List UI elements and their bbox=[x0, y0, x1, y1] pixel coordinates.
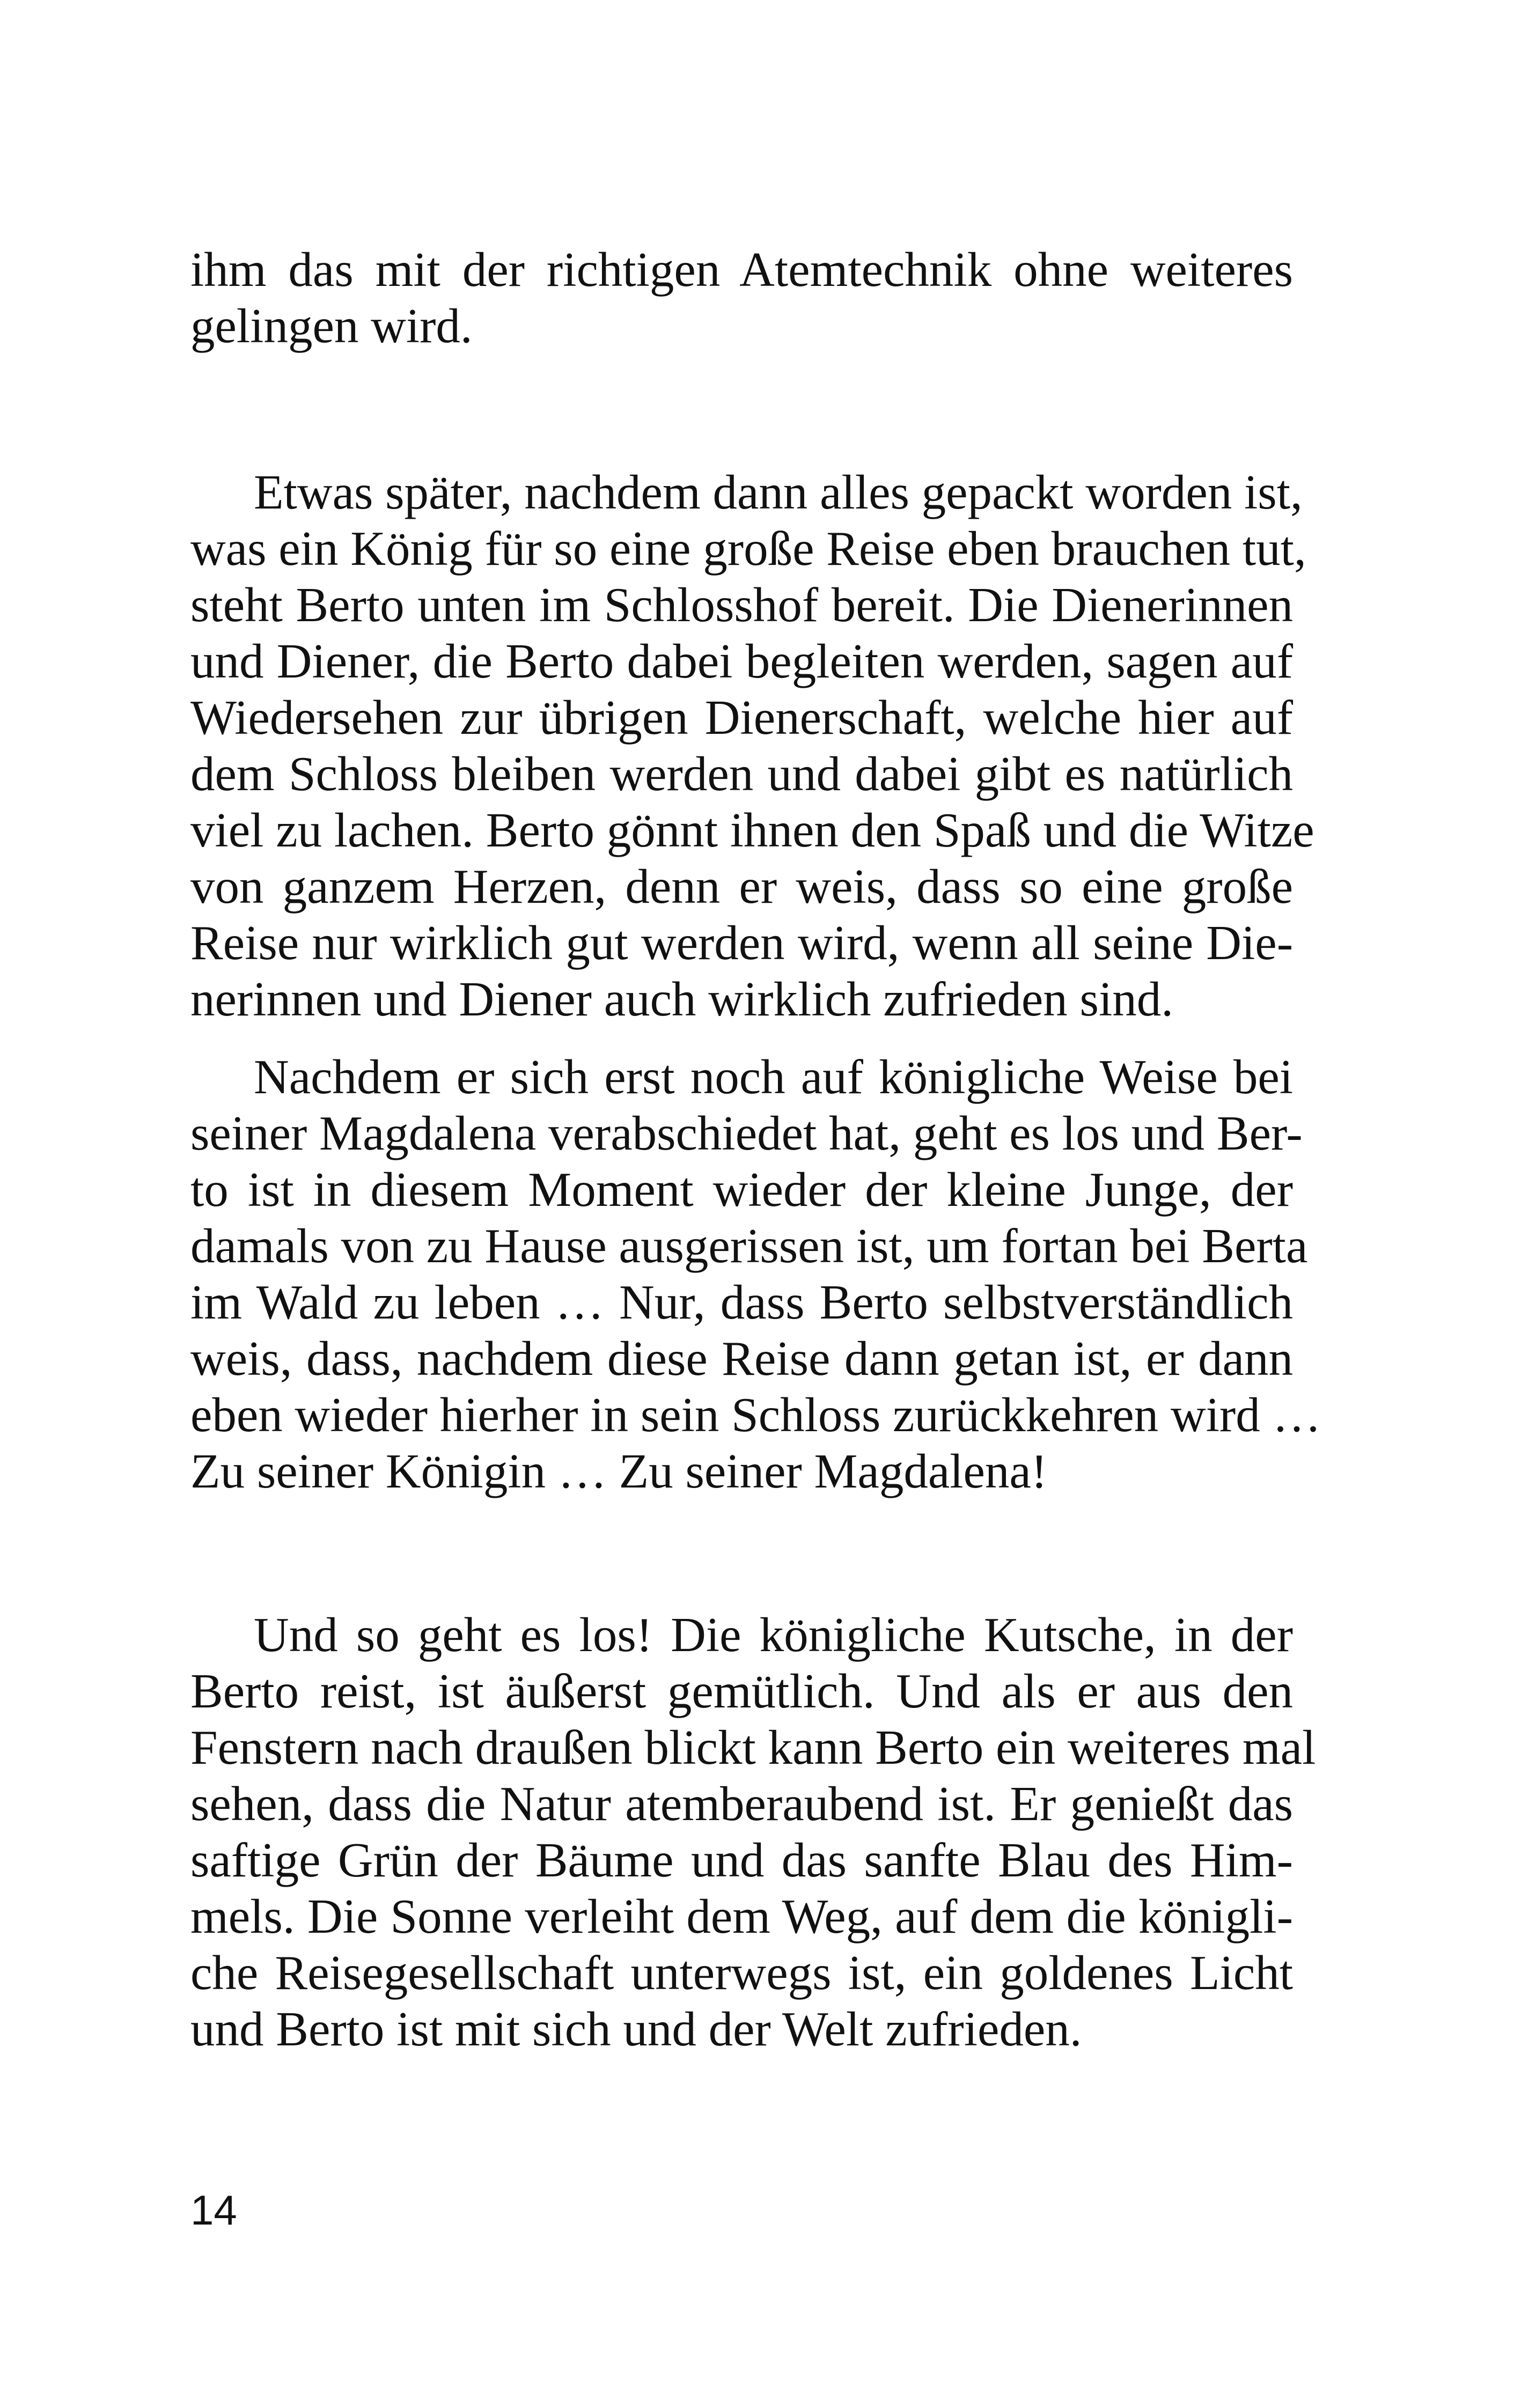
text-line: im Wald zu leben … Nur, dass Berto selbstverständlich bbox=[190, 1275, 1293, 1329]
text-line: dem Schloss bleiben werden und dabei gibt es natürlich bbox=[190, 747, 1293, 801]
text-line: che Reisegesellschaft unterwegs ist, ein goldenes Licht bbox=[190, 1946, 1293, 2000]
text-line: Zu seiner Königin … Zu seiner Magdalena! bbox=[190, 1444, 1048, 1498]
text-line: was ein König für so eine große Reise eben brauchen tut, bbox=[190, 521, 1306, 576]
text-line: steht Berto unten im Schlosshof bereit. Die Dienerinnen bbox=[190, 578, 1293, 632]
paragraph bbox=[190, 1607, 1316, 2057]
text-line: Wiedersehen zur übrigen Dienerschaft, welche hier auf bbox=[190, 690, 1293, 745]
paragraph-continuation bbox=[190, 241, 1293, 354]
text-line: saftige Grün der Bäume und das sanfte Blau des Him- bbox=[190, 1833, 1293, 1887]
text-line: und Diener, die Berto dabei begleiten werden, sagen auf bbox=[190, 634, 1293, 688]
text-line: ihm das mit der richtigen Atemtechnik ohne weiteres bbox=[190, 242, 1293, 297]
text-line: nerinnen und Diener auch wirklich zufrieden sind. bbox=[190, 972, 1173, 1026]
text-line: Nachdem er sich erst noch auf königliche Weise bei bbox=[254, 1050, 1293, 1104]
text-line: damals von zu Hause ausgerissen ist, um fortan bei Berta bbox=[190, 1219, 1308, 1273]
text-line: gelingen wird. bbox=[190, 299, 473, 353]
paragraph bbox=[190, 1049, 1321, 1499]
text-line: viel zu lachen. Berto gönnt ihnen den Spaß und die Witze bbox=[190, 803, 1314, 857]
page-number: 14 bbox=[190, 2186, 237, 2234]
text-line: Etwas später, nachdem dann alles gepackt worden ist, bbox=[254, 465, 1303, 519]
text-line: Und so geht es los! Die königliche Kutsche, in der bbox=[254, 1608, 1293, 1662]
text-line: sehen, dass die Natur atemberaubend ist. Er genießt das bbox=[190, 1777, 1293, 1831]
text-line: mels. Die Sonne verleiht dem Weg, auf dem die königli- bbox=[190, 1889, 1293, 1943]
text-line: Reise nur wirklich gut werden wird, wenn all seine Die- bbox=[190, 916, 1293, 970]
text-line: eben wieder hierher in sein Schloss zurückkehren wird … bbox=[190, 1388, 1321, 1442]
text-line: to ist in diesem Moment wieder der kleine Junge, der bbox=[190, 1162, 1293, 1217]
text-line: weis, dass, nachdem diese Reise dann getan ist, er dann bbox=[190, 1331, 1293, 1386]
text-line: von ganzem Herzen, denn er weis, dass so eine große bbox=[190, 859, 1293, 914]
text-line: und Berto ist mit sich und der Welt zufrieden. bbox=[190, 2002, 1082, 2056]
text-line: seiner Magdalena verabschiedet hat, geht es los und Ber- bbox=[190, 1106, 1303, 1160]
text-line: Fenstern nach draußen blickt kann Berto ein weiteres mal bbox=[190, 1720, 1316, 1774]
text-line: Berto reist, ist äußerst gemütlich. Und als er aus den bbox=[190, 1664, 1293, 1718]
paragraph bbox=[190, 464, 1314, 1027]
